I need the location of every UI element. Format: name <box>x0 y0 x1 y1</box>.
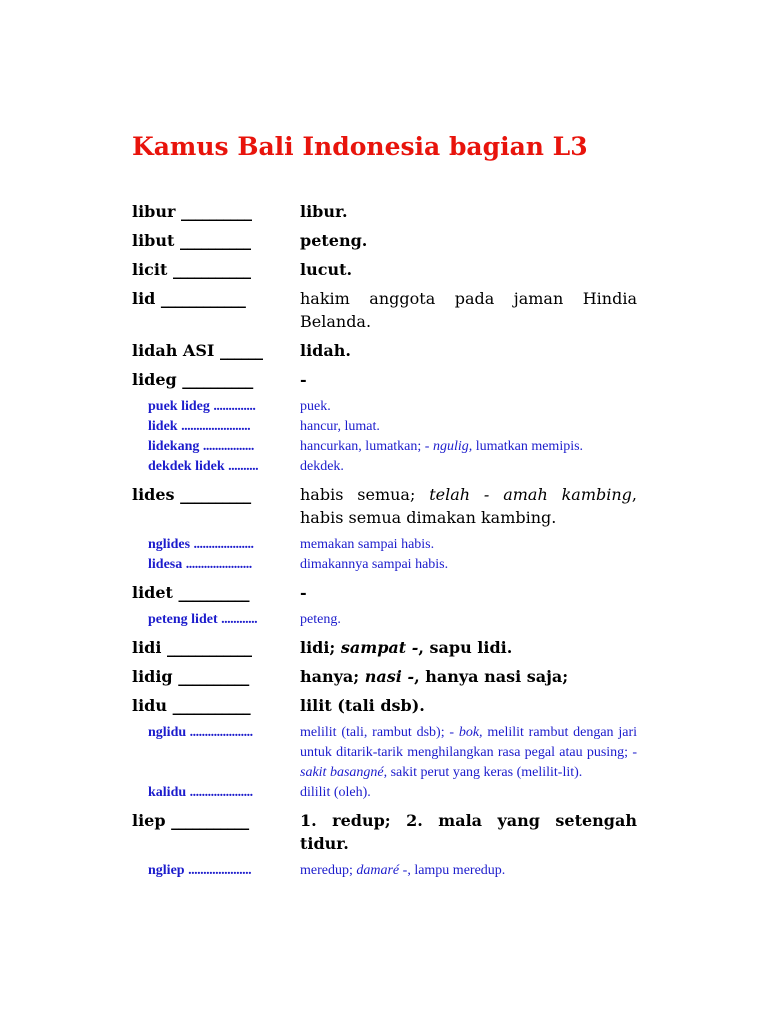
subentry-leader: .......... <box>228 459 259 474</box>
subentry-row <box>148 417 637 437</box>
entry-headword-cell <box>132 339 300 362</box>
entry-definition <box>300 229 637 252</box>
page-title: Kamus Bali Indonesia bagian L3 <box>132 132 588 161</box>
definition-text: memakan sampai habis. <box>300 537 435 552</box>
subentry-headword-cell <box>148 555 300 575</box>
entry-definition <box>300 258 637 281</box>
definition-text: hakim anggota pada jaman Hindia Belanda. <box>300 289 637 331</box>
definition-text: , hanya nasi saja; <box>414 667 569 686</box>
subentry-leader: ............ <box>221 612 258 627</box>
subentry-headword: peteng lidet <box>148 612 218 627</box>
entry-definition <box>300 200 637 223</box>
subentry-headword-cell <box>148 783 300 803</box>
subentry-definition <box>300 535 637 555</box>
subentry-group <box>132 535 637 575</box>
definition-text: lidah. <box>300 341 351 360</box>
subentry-row <box>148 397 637 417</box>
definition-example: ngulig, <box>432 439 473 454</box>
subentry-headword-cell <box>148 397 300 417</box>
definition-text: hanya; <box>300 667 365 686</box>
subentry-leader: ...................... <box>185 557 252 572</box>
entry-row <box>132 368 637 391</box>
entry-headword-cell <box>132 258 300 281</box>
entry-definition <box>300 636 637 659</box>
definition-text: hancurkan, lumatkan; - <box>300 439 433 454</box>
definition-text: lucut. <box>300 260 353 279</box>
definition-text: , sapu lidi. <box>418 638 513 657</box>
entry-row <box>132 339 637 362</box>
subentry-definition <box>300 437 637 457</box>
subentry-row <box>148 861 637 881</box>
headword-leader: __________ <box>180 202 251 221</box>
entry-definition <box>300 483 637 529</box>
definition-example: bok, <box>458 725 483 740</box>
headword: lides <box>132 485 175 504</box>
entry-row <box>132 636 637 659</box>
definition-text: - <box>300 370 307 389</box>
entry-definition <box>300 665 637 688</box>
definition-text: meredup; <box>300 863 357 878</box>
definition-text: lidi; <box>300 638 341 657</box>
entry-row <box>132 287 637 333</box>
headword-leader: ___________ <box>172 260 250 279</box>
definition-text: dililit (oleh). <box>300 785 371 800</box>
definition-text: dekdek. <box>300 459 344 474</box>
definition-text: , sakit perut yang keras (melilit-lit). <box>383 765 583 780</box>
entry-headword-cell <box>132 229 300 252</box>
subentry-headword: puek lideg <box>148 399 210 414</box>
definition-example: sakit basangné <box>300 765 384 780</box>
subentry-group <box>132 610 637 630</box>
headword: lidig <box>132 667 173 686</box>
entry-row <box>132 665 637 688</box>
entry-row <box>132 694 637 717</box>
headword-leader: __________ <box>178 583 249 602</box>
headword: liep <box>132 811 166 830</box>
subentry-definition <box>300 417 637 437</box>
entry-row <box>132 200 637 223</box>
subentry-row <box>148 610 637 630</box>
subentry-leader: ....................... <box>181 419 251 434</box>
subentry-group <box>132 861 637 881</box>
entry-headword-cell <box>132 665 300 688</box>
subentry-headword: lidekang <box>148 439 200 454</box>
subentry-headword: lidek <box>148 419 178 434</box>
entry-headword-cell <box>132 200 300 223</box>
subentry-definition <box>300 861 637 881</box>
subentry-headword-cell <box>148 723 300 783</box>
entry-row <box>132 258 637 281</box>
headword: libur <box>132 202 176 221</box>
subentry-leader: ..................... <box>189 725 253 740</box>
entry-definition <box>300 339 637 362</box>
headword-leader: ___________ <box>172 696 250 715</box>
subentry-headword-cell <box>148 437 300 457</box>
headword-leader: __________ <box>180 485 251 504</box>
subentry-row <box>148 437 637 457</box>
entry-headword-cell <box>132 581 300 604</box>
definition-example: nasi - <box>364 667 415 686</box>
subentry-leader: ..................... <box>189 785 253 800</box>
subentry-definition <box>300 723 637 783</box>
entry-headword-cell <box>132 809 300 855</box>
definition-text: , habis semua dimakan kambing. <box>300 485 638 527</box>
headword-leader: __________ <box>182 370 253 389</box>
subentry-definition <box>300 555 637 575</box>
entry-definition <box>300 581 637 604</box>
definition-text: peteng. <box>300 231 368 250</box>
subentry-group <box>132 723 637 803</box>
entry-headword-cell <box>132 483 300 529</box>
entry-headword-cell <box>132 287 300 333</box>
subentry-definition <box>300 397 637 417</box>
definition-text: peteng. <box>300 612 341 627</box>
subentry-headword: nglides <box>148 537 191 552</box>
definition-text: 1. redup; 2. mala yang setengah tidur. <box>300 811 637 853</box>
subentry-headword-cell <box>148 861 300 881</box>
definition-text: habis semua; <box>300 485 430 504</box>
definition-example: telah - amah kambing <box>429 485 632 504</box>
subentry-leader: .............. <box>213 399 256 414</box>
subentry-definition <box>300 783 637 803</box>
subentry-leader: ..................... <box>188 863 252 878</box>
headword: libut <box>132 231 175 250</box>
subentry-definition <box>300 457 637 477</box>
entry-definition <box>300 809 637 855</box>
definition-text: dimakannya sampai habis. <box>300 557 449 572</box>
entry-headword-cell <box>132 694 300 717</box>
definition-example: sampat - <box>340 638 419 657</box>
headword: lidah ASI <box>132 341 215 360</box>
headword: lideg <box>132 370 177 389</box>
entry-headword-cell <box>132 368 300 391</box>
headword-leader: ____________ <box>160 289 245 308</box>
definition-text: melilit rambut dengan jari untuk ditarik-tarik menghilangkan rasa pegal atau pusing; - <box>300 725 637 760</box>
definition-text: - <box>300 583 307 602</box>
subentry-row <box>148 555 637 575</box>
subentry-headword: kalidu <box>148 785 187 800</box>
subentry-headword: dekdek lidek <box>148 459 225 474</box>
headword-leader: ___________ <box>171 811 249 830</box>
definition-text: , lampu meredup. <box>407 863 506 878</box>
headword: lidu <box>132 696 167 715</box>
entry-headword-cell <box>132 636 300 659</box>
subentry-row <box>148 535 637 555</box>
subentry-leader: ................. <box>202 439 254 454</box>
subentry-headword: ngliep <box>148 863 185 878</box>
entry-row <box>132 809 637 855</box>
entry-list <box>132 200 637 887</box>
entry-row <box>132 483 637 529</box>
definition-text: melilit (tali, rambut dsb); - <box>300 725 459 740</box>
headword-leader: ____________ <box>167 638 251 657</box>
definition-text: lilit (tali dsb). <box>300 696 425 715</box>
entry-definition <box>300 287 637 333</box>
headword-leader: ______ <box>219 341 262 360</box>
definition-text: lumatkan memipis. <box>472 439 584 454</box>
headword: lidi <box>132 638 162 657</box>
headword-leader: __________ <box>178 667 249 686</box>
subentry-row <box>148 723 637 783</box>
subentry-row <box>148 457 637 477</box>
entry-row <box>132 229 637 252</box>
entry-row <box>132 581 637 604</box>
subentry-headword-cell <box>148 535 300 555</box>
entry-definition <box>300 694 637 717</box>
headword: lidet <box>132 583 173 602</box>
subentry-headword-cell <box>148 457 300 477</box>
subentry-row <box>148 783 637 803</box>
definition-text: hancur, lumat. <box>300 419 380 434</box>
headword: lid <box>132 289 156 308</box>
subentry-headword-cell <box>148 417 300 437</box>
entry-definition <box>300 368 637 391</box>
headword: licit <box>132 260 168 279</box>
definition-example: damaré - <box>356 863 408 878</box>
subentry-group <box>132 397 637 477</box>
definition-text: puek. <box>300 399 331 414</box>
headword-leader: __________ <box>179 231 250 250</box>
subentry-definition <box>300 610 637 630</box>
definition-text: libur. <box>300 202 348 221</box>
subentry-headword: nglidu <box>148 725 187 740</box>
subentry-headword: lidesa <box>148 557 183 572</box>
subentry-headword-cell <box>148 610 300 630</box>
subentry-leader: .................... <box>193 537 254 552</box>
